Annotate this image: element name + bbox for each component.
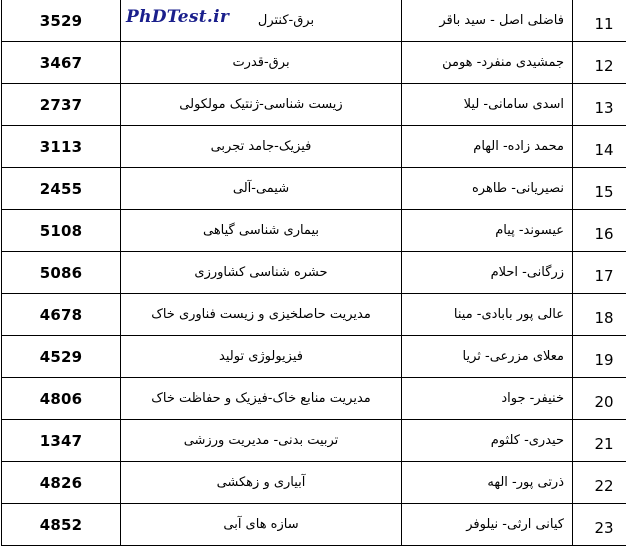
code-cell: 4678	[2, 294, 121, 336]
row-number-cell: 23	[573, 504, 626, 546]
major-cell: فیزیولوژی تولید	[121, 336, 402, 378]
major-cell: زیست شناسی-ژنتیک مولکولی	[121, 84, 402, 126]
code-cell: 5086	[2, 252, 121, 294]
name-cell: خنیفر- جواد	[402, 378, 573, 420]
table-row	[2, 504, 626, 546]
row-number-cell: 15	[573, 168, 626, 210]
row-number-cell: 19	[573, 336, 626, 378]
major-cell: شیمی-آلی	[121, 168, 402, 210]
row-number-cell: 20	[573, 378, 626, 420]
table-row	[2, 126, 626, 168]
major-cell: مدیریت حاصلخیزی و زیست فناوری خاک	[121, 294, 402, 336]
name-cell: جمشیدی منفرد- هومن	[402, 42, 573, 84]
table-row	[2, 42, 626, 84]
table-row	[2, 462, 626, 504]
name-cell: معلای مزرعی- ثریا	[402, 336, 573, 378]
results-table	[1, 0, 626, 546]
row-number-cell: 17	[573, 252, 626, 294]
code-cell: 3529	[2, 0, 121, 42]
name-cell: نصیریانی- طاهره	[402, 168, 573, 210]
row-number-cell: 11	[573, 0, 626, 42]
name-cell: ذرتی پور- الهه	[402, 462, 573, 504]
table-row	[2, 294, 626, 336]
row-number-cell: 22	[573, 462, 626, 504]
table-row	[2, 378, 626, 420]
major-cell: حشره شناسی کشاورزی	[121, 252, 402, 294]
name-cell: زرگانی- احلام	[402, 252, 573, 294]
name-cell: حیدری- کلثوم	[402, 420, 573, 462]
row-number-cell: 12	[573, 42, 626, 84]
table-row	[2, 0, 626, 42]
major-cell: فیزیک-جامد تجربی	[121, 126, 402, 168]
major-cell: مدیریت منابع خاک-فیزیک و حفاظت خاک	[121, 378, 402, 420]
code-cell: 4852	[2, 504, 121, 546]
table-row	[2, 252, 626, 294]
code-cell: 3113	[2, 126, 121, 168]
table-row	[2, 168, 626, 210]
table-row	[2, 336, 626, 378]
code-cell: 5108	[2, 210, 121, 252]
name-cell: فاضلی اصل - سید باقر	[402, 0, 573, 42]
name-cell: محمد زاده- الهام	[402, 126, 573, 168]
phdtest-watermark-logo: PhDTest.ir	[126, 7, 229, 27]
row-number-cell: 21	[573, 420, 626, 462]
name-cell: عیسوند- پیام	[402, 210, 573, 252]
major-cell: سازه های آبی	[121, 504, 402, 546]
row-number-cell: 13	[573, 84, 626, 126]
code-cell: 1347	[2, 420, 121, 462]
major-cell: تربیت بدنی- مدیریت ورزشی	[121, 420, 402, 462]
major-cell: بیماری شناسی گیاهی	[121, 210, 402, 252]
table-row	[2, 420, 626, 462]
name-cell: اسدی سامانی- لیلا	[402, 84, 573, 126]
code-cell: 2455	[2, 168, 121, 210]
row-number-cell: 18	[573, 294, 626, 336]
code-cell: 4806	[2, 378, 121, 420]
major-cell	[121, 0, 402, 42]
results-sheet	[1, 0, 623, 456]
row-number-cell: 14	[573, 126, 626, 168]
major-text: برق-کنترل	[208, 13, 314, 28]
table-row	[2, 84, 626, 126]
name-cell: عالی پور بابادی- مینا	[402, 294, 573, 336]
code-cell: 4826	[2, 462, 121, 504]
name-cell: کیانی ارثی- نیلوفر	[402, 504, 573, 546]
code-cell: 4529	[2, 336, 121, 378]
code-cell: 2737	[2, 84, 121, 126]
table-row	[2, 210, 626, 252]
code-cell: 3467	[2, 42, 121, 84]
row-number-cell: 16	[573, 210, 626, 252]
major-cell: برق-قدرت	[121, 42, 402, 84]
major-cell: آبیاری و زهکشی	[121, 462, 402, 504]
